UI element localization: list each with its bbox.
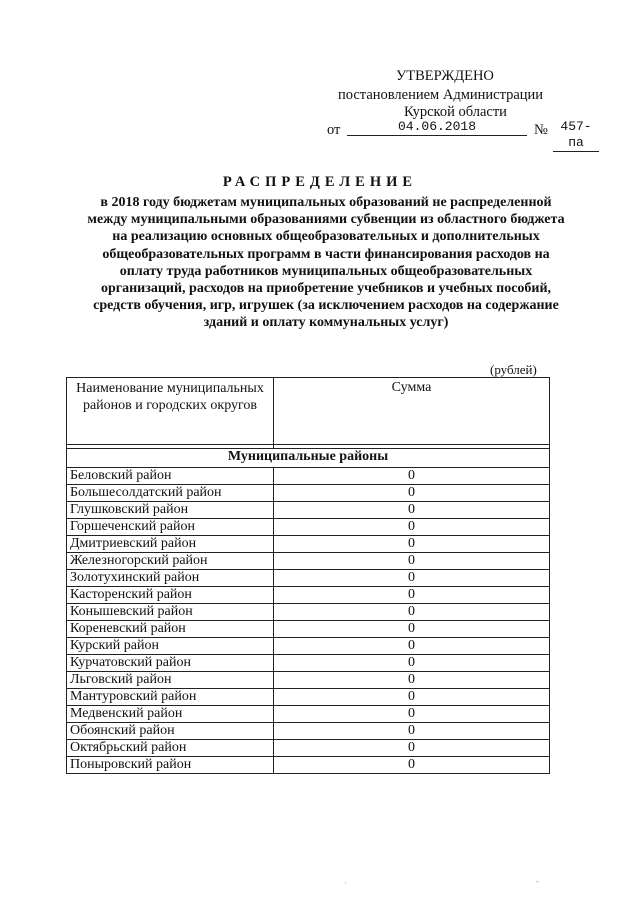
district-name: Дмитриевский район	[67, 536, 274, 553]
district-name: Железногорский район	[67, 553, 274, 570]
district-sum: 0	[274, 723, 550, 740]
district-sum: 0	[274, 587, 550, 604]
table-row	[67, 689, 550, 706]
table-row	[67, 536, 550, 553]
district-name: Беловский район	[67, 468, 274, 485]
district-sum: 0	[274, 655, 550, 672]
table-row	[67, 468, 550, 485]
table-row	[67, 638, 550, 655]
district-sum: 0	[274, 519, 550, 536]
district-name: Курчатовский район	[67, 655, 274, 672]
approval-line-2: Курской области	[404, 104, 507, 120]
table-body	[67, 449, 550, 774]
district-name: Большесолдатский район	[67, 485, 274, 502]
table-row	[67, 502, 550, 519]
table-header-row	[67, 378, 550, 445]
table-row	[67, 757, 550, 774]
table-row	[67, 706, 550, 723]
number-prefix: №	[534, 122, 548, 138]
district-sum: 0	[274, 672, 550, 689]
district-sum: 0	[274, 553, 550, 570]
district-name: Конышевский район	[67, 604, 274, 621]
table-row	[67, 604, 550, 621]
table-row	[67, 553, 550, 570]
table-row	[67, 740, 550, 757]
table-row	[67, 587, 550, 604]
district-name: Кореневский район	[67, 621, 274, 638]
approval-date-line	[327, 119, 592, 150]
header-name: Наименование муниципальных районов и городских округов	[67, 378, 274, 445]
district-sum: 0	[274, 485, 550, 502]
district-sum: 0	[274, 468, 550, 485]
district-name: Горшеченский район	[67, 519, 274, 536]
district-sum: 0	[274, 706, 550, 723]
section-row	[67, 449, 550, 468]
approval-line-1: постановлением Администрации	[338, 87, 544, 103]
district-name: Обоянский район	[67, 723, 274, 740]
table-row	[67, 621, 550, 638]
scan-speck: ·	[344, 878, 347, 888]
approval-date: 04.06.2018	[347, 119, 527, 136]
approval-number: 457-па	[553, 119, 599, 152]
header-sum: Сумма	[274, 378, 550, 445]
district-name: Золотухинский район	[67, 570, 274, 587]
document-heading: РАСПРЕДЕЛЕНИЕ	[222, 174, 418, 190]
district-name: Глушковский район	[67, 502, 274, 519]
table-row	[67, 655, 550, 672]
district-sum: 0	[274, 757, 550, 774]
document-subtitle: в 2018 году бюджетам муниципальных образований не распределенной между муниципальными образованиями субвенции из областного бюджета на реализацию основных общеобразовательных и дополнительных общеобразовательных программ в части финансирования расходов на оплату труда работников муниципальных общеобразовательных организаций, расходов на приобретение учебников и учебных пособий, средств обучения, игр, игрушек (за исключением расходов на содержание зданий и оплату коммунальных услуг)	[87, 195, 565, 331]
table-row	[67, 723, 550, 740]
distribution-table	[66, 377, 550, 774]
approval-title: УТВЕРЖДЕНО	[396, 68, 494, 84]
district-sum: 0	[274, 502, 550, 519]
section-label: Муниципальные районы	[67, 449, 550, 468]
district-sum: 0	[274, 604, 550, 621]
table-row	[67, 519, 550, 536]
table-row	[67, 570, 550, 587]
district-sum: 0	[274, 621, 550, 638]
district-sum: 0	[274, 570, 550, 587]
district-name: Мантуровский район	[67, 689, 274, 706]
district-name: Октябрьский район	[67, 740, 274, 757]
district-name: Курский район	[67, 638, 274, 655]
table-row	[67, 485, 550, 502]
district-sum: 0	[274, 689, 550, 706]
scan-speck: -	[536, 876, 539, 886]
district-name: Касторенский район	[67, 587, 274, 604]
date-prefix: от	[327, 122, 341, 138]
table-row	[67, 672, 550, 689]
unit-label: (рублей)	[490, 362, 537, 377]
district-sum: 0	[274, 740, 550, 757]
district-name: Поныровский район	[67, 757, 274, 774]
district-name: Медвенский район	[67, 706, 274, 723]
district-sum: 0	[274, 638, 550, 655]
district-sum: 0	[274, 536, 550, 553]
district-name: Льговский район	[67, 672, 274, 689]
